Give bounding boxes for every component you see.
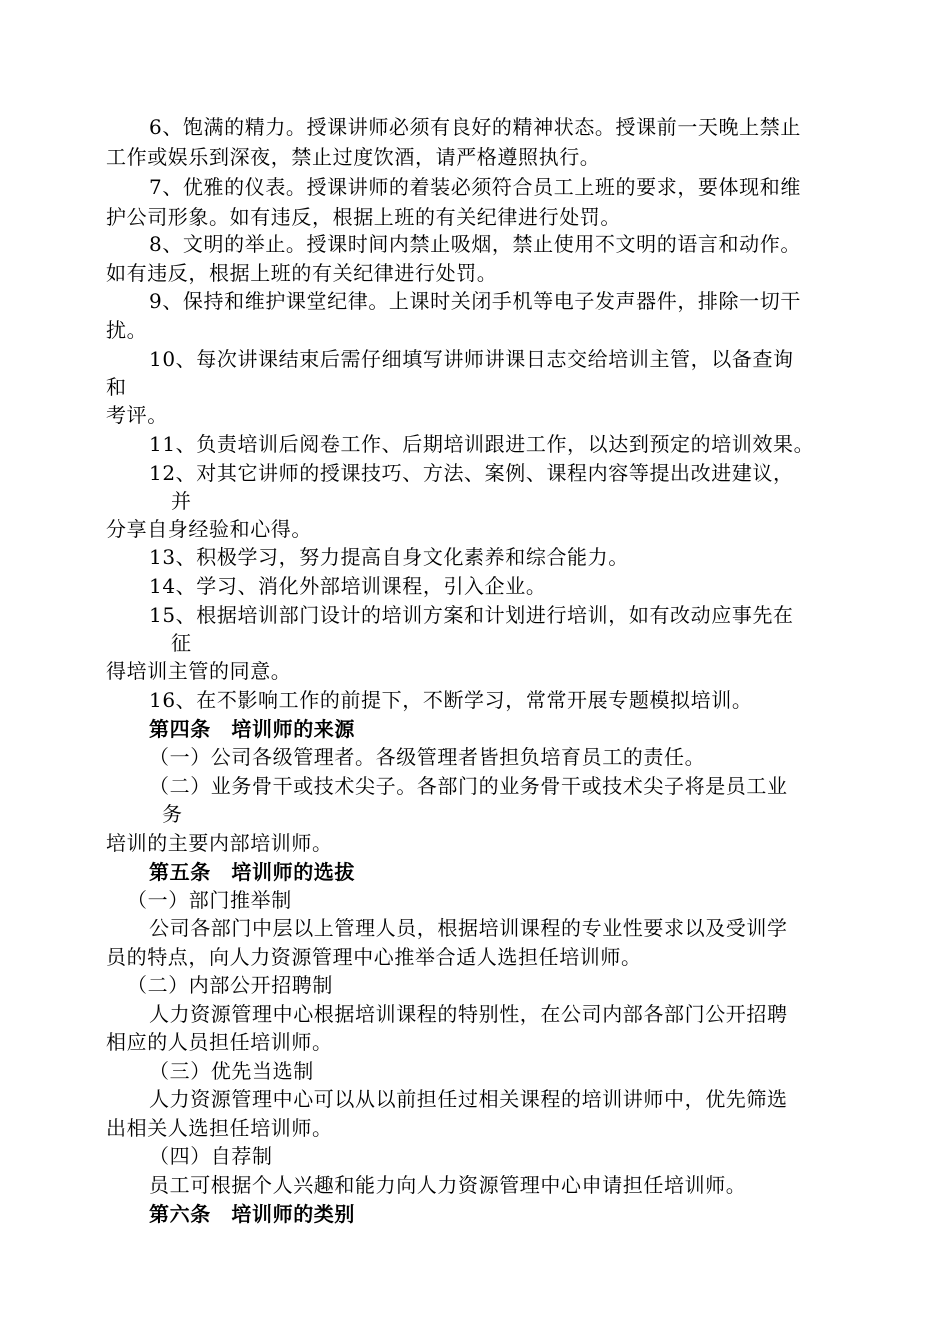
text-line: （二）业务骨干或技术尖子。各部门的业务骨干或技术尖子将是员工业 bbox=[149, 774, 788, 798]
text-line: 相应的人员担任培训师。 bbox=[106, 1030, 333, 1054]
article-heading: 第五条 培训师的选拔 bbox=[149, 860, 355, 884]
text-line: （三）优先当选制 bbox=[149, 1059, 314, 1083]
text-line: 10、每次讲课结束后需仔细填写讲师讲课日志交给培训主管，以备查询 bbox=[149, 347, 794, 371]
article-heading: 第六条 培训师的类别 bbox=[149, 1202, 355, 1226]
text-line: 分享自身经验和心得。 bbox=[106, 517, 312, 541]
article-heading: 第四条 培训师的来源 bbox=[149, 717, 355, 741]
text-line: 出相关人选担任培训师。 bbox=[106, 1116, 333, 1140]
text-line: 15、根据培训部门设计的培训方案和计划进行培训，如有改动应事先在 bbox=[149, 603, 794, 627]
text-line: （一）部门推举制 bbox=[127, 888, 292, 912]
text-line: 扰。 bbox=[106, 318, 148, 342]
text-line: 并 bbox=[171, 489, 192, 513]
text-line: （四）自荐制 bbox=[149, 1144, 273, 1168]
text-line: 员工可根据个人兴趣和能力向人力资源管理中心申请担任培训师。 bbox=[149, 1173, 747, 1197]
text-line: 工作或娱乐到深夜，禁止过度饮酒，请严格遵照执行。 bbox=[106, 145, 601, 169]
text-line: 13、积极学习，努力提高自身文化素养和综合能力。 bbox=[149, 545, 629, 569]
text-line: （二）内部公开招聘制 bbox=[127, 973, 333, 997]
text-line: 公司各部门中层以上管理人员，根据培训课程的专业性要求以及受训学 bbox=[149, 916, 788, 940]
text-line: 护公司形象。如有违反，根据上班的有关纪律进行处罚。 bbox=[106, 205, 621, 229]
text-line: 6、饱满的精力。授课讲师必须有良好的精神状态。授课前一天晚上禁止 bbox=[149, 115, 801, 139]
text-line: 如有违反，根据上班的有关纪律进行处罚。 bbox=[106, 261, 498, 285]
text-line: 考评。 bbox=[106, 403, 168, 427]
text-line: 12、对其它讲师的授课技巧、方法、案例、课程内容等提出改进建议， bbox=[149, 461, 794, 485]
text-line: 员的特点，向人力资源管理中心推举合适人选担任培训师。 bbox=[106, 945, 642, 969]
text-line: 培训的主要内部培训师。 bbox=[106, 831, 333, 855]
text-line: 8、文明的举止。授课时间内禁止吸烟，禁止使用不文明的语言和动作。 bbox=[149, 232, 801, 256]
text-line: 人力资源管理中心可以从以前担任过相关课程的培训讲师中，优先筛选 bbox=[149, 1087, 788, 1111]
text-line: 9、保持和维护课堂纪律。上课时关闭手机等电子发声器件，排除一切干 bbox=[149, 289, 801, 313]
text-line: 得培训主管的同意。 bbox=[106, 659, 292, 683]
text-line: 14、学习、消化外部培训课程，引入企业。 bbox=[149, 574, 547, 598]
text-line: 7、优雅的仪表。授课讲师的着装必须符合员工上班的要求，要体现和维 bbox=[149, 175, 801, 199]
text-line: 人力资源管理中心根据培训课程的特别性，在公司内部各部门公开招聘 bbox=[149, 1002, 788, 1026]
text-line: 征 bbox=[171, 631, 192, 655]
text-line: 务 bbox=[162, 802, 183, 826]
text-line: 11、负责培训后阅卷工作、后期培训跟进工作，以达到预定的培训效果。 bbox=[149, 432, 815, 456]
text-line: （一）公司各级管理者。各级管理者皆担负培育员工的责任。 bbox=[149, 745, 706, 769]
text-line: 16、在不影响工作的前提下，不断学习，常常开展专题模拟培训。 bbox=[149, 688, 753, 712]
text-line: 和 bbox=[106, 375, 127, 399]
